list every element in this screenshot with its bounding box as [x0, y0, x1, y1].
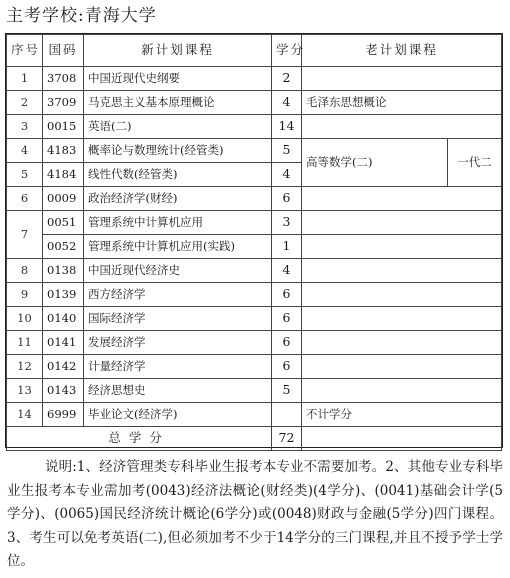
row-credit: 3 — [272, 211, 302, 235]
table-row — [7, 235, 502, 259]
row-credit: 5 — [272, 379, 302, 403]
notes-section — [7, 456, 503, 574]
row-credit: 4 — [272, 163, 302, 187]
row-no: 12 — [7, 355, 43, 379]
table-row — [7, 67, 502, 91]
row-old-course — [302, 67, 502, 91]
total-old-course — [302, 427, 502, 451]
row-code: 0138 — [43, 259, 84, 283]
row-old-course: 毛泽东思想概论 — [302, 91, 502, 115]
row-credit: 4 — [272, 259, 302, 283]
row-credit: 6 — [272, 355, 302, 379]
row-credit: 4 — [272, 91, 302, 115]
row-no: 10 — [7, 307, 43, 331]
row-code: 4184 — [43, 163, 84, 187]
header-no: 序号 — [7, 35, 43, 67]
row-course: 中国近现代史纲要 — [84, 67, 272, 91]
row-credit: 6 — [272, 307, 302, 331]
row-old-course — [302, 283, 502, 307]
row-no: 5 — [7, 163, 43, 187]
row-old-course — [302, 235, 502, 259]
table-row — [7, 211, 502, 235]
row-old-course — [302, 187, 502, 211]
course-table — [5, 33, 503, 448]
table-header-row — [7, 35, 502, 67]
table-row — [7, 403, 502, 427]
row-code: 3708 — [43, 67, 84, 91]
row-course: 计量经济学 — [84, 355, 272, 379]
header-credit: 学分 — [272, 35, 302, 67]
row-no: 2 — [7, 91, 43, 115]
table-row — [7, 379, 502, 403]
total-row — [7, 427, 502, 451]
row-old-course — [302, 307, 502, 331]
row-code: 0143 — [43, 379, 84, 403]
row-old-course: 高等数学(二) — [302, 139, 448, 187]
row-course: 政治经济学(财经) — [84, 187, 272, 211]
header-old-course: 老计划课程 — [302, 35, 502, 67]
header-new-course: 新计划课程 — [84, 35, 272, 67]
row-no: 13 — [7, 379, 43, 403]
row-code: 0051 — [43, 211, 84, 235]
row-old-course — [302, 331, 502, 355]
row-course: 发展经济学 — [84, 331, 272, 355]
row-no: 9 — [7, 283, 43, 307]
row-old-course — [302, 355, 502, 379]
row-code: 0052 — [43, 235, 84, 259]
total-credit: 72 — [272, 427, 302, 451]
row-no: 6 — [7, 187, 43, 211]
notes-text: 说明:1、经济管理类专科毕业生报考本专业不需要加考。2、其他专业专科毕业生报考本专业需加考(0043)经济法概论(财经类)(4学分)、(0041)基础会计学(5学分)、(0065)国民经济统计概论(6学分)或(0048)财政与金融(5学分)四门课程。3、考生可以免考英语(二),但必须加考不少于14学分的三门课程,并且不授予学士学位。 — [7, 459, 503, 569]
row-no: 14 — [7, 403, 43, 427]
row-code: 0139 — [43, 283, 84, 307]
row-credit: 14 — [272, 115, 302, 139]
row-credit: 6 — [272, 331, 302, 355]
row-course: 线性代数(经管类) — [84, 163, 272, 187]
row-credit: 6 — [272, 187, 302, 211]
row-old-course: 不计学分 — [302, 403, 502, 427]
row-old-course — [302, 211, 502, 235]
row-course: 英语(二) — [84, 115, 272, 139]
row-course: 国际经济学 — [84, 307, 272, 331]
row-no: 4 — [7, 139, 43, 163]
row-code: 4183 — [43, 139, 84, 163]
row-credit: 2 — [272, 67, 302, 91]
row-old-course — [302, 259, 502, 283]
row-no: 8 — [7, 259, 43, 283]
row-course: 经济思想史 — [84, 379, 272, 403]
row-no: 11 — [7, 331, 43, 355]
table-row — [7, 139, 502, 163]
row-course: 概率论与数理统计(经管类) — [84, 139, 272, 163]
total-label: 总学分 — [7, 427, 272, 451]
table-row — [7, 115, 502, 139]
row-code: 6999 — [43, 403, 84, 427]
header-code: 国码 — [43, 35, 84, 67]
row-credit: 6 — [272, 283, 302, 307]
row-credit — [272, 403, 302, 427]
row-code: 0009 — [43, 187, 84, 211]
table-row — [7, 91, 502, 115]
row-no: 3 — [7, 115, 43, 139]
table-row — [7, 355, 502, 379]
row-old-course-note: 一代二 — [447, 139, 501, 187]
row-code: 0141 — [43, 331, 84, 355]
row-credit: 1 — [272, 235, 302, 259]
row-course: 西方经济学 — [84, 283, 272, 307]
row-course: 毕业论文(经济学) — [84, 403, 272, 427]
row-no: 1 — [7, 67, 43, 91]
row-code: 0142 — [43, 355, 84, 379]
row-old-course — [302, 379, 502, 403]
row-no: 7 — [7, 211, 43, 259]
row-credit: 5 — [272, 139, 302, 163]
table-row — [7, 283, 502, 307]
table-row — [7, 331, 502, 355]
row-course: 马克思主义基本原理概论 — [84, 91, 272, 115]
table-row — [7, 307, 502, 331]
row-old-course — [302, 115, 502, 139]
row-code: 3709 — [43, 91, 84, 115]
row-course: 管理系统中计算机应用(实践) — [84, 235, 272, 259]
row-code: 0140 — [43, 307, 84, 331]
row-course: 管理系统中计算机应用 — [84, 211, 272, 235]
document-title: 主考学校:青海大学 — [6, 6, 157, 26]
table-row — [7, 259, 502, 283]
table-row — [7, 187, 502, 211]
row-course: 中国近现代经济史 — [84, 259, 272, 283]
row-code: 0015 — [43, 115, 84, 139]
